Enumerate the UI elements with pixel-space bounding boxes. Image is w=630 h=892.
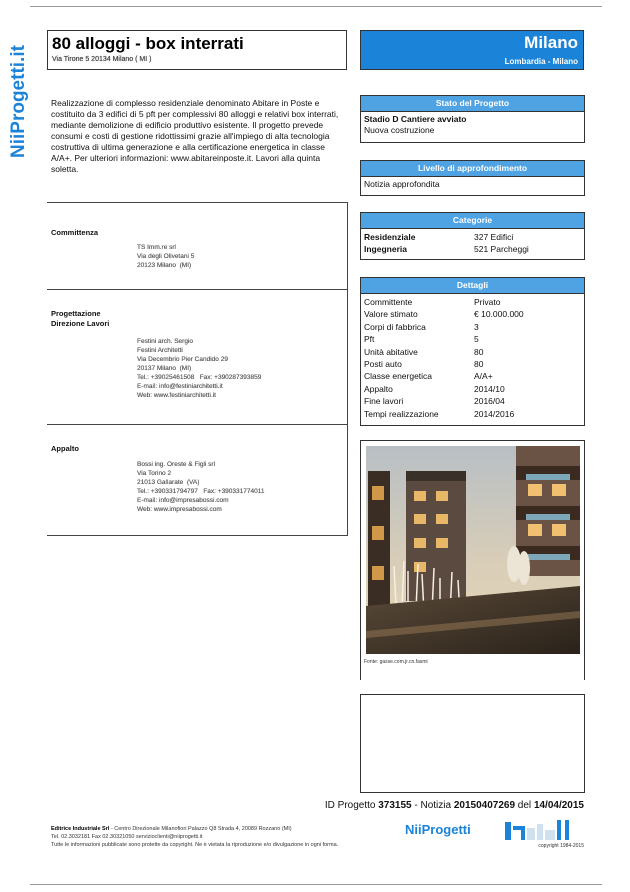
bottom-rule [30,884,602,885]
detail-row [364,296,581,308]
detail-key: Corpi di fabbrica [364,321,426,332]
divider [347,424,348,535]
category-row: Residenziale 327 Edifici [364,232,514,242]
divider [47,202,348,203]
company-appalto: Bossi ing. Oreste & Figli srl Via Torino 2 21013 Gallarate (VA) Tel.: +390331794797 Fax: +390331774011 E-mail: info@impresabossi.com Web: www.impresabossi.com [137,461,265,513]
detail-value: 3 [474,321,479,332]
company-progettazione: Festini arch. Sergio Festini Architetti Via Decembrio Pier Candido 29 20137 Milano (MI) Tel.: +39025461508 Fax: +390287393859 E-mail: info@festiniarchitetti.it Web: www.festiniarchitetti.it [137,338,262,399]
divider [47,289,348,290]
building-rendering-image [366,446,580,654]
detail-key: Classe energetica [364,371,433,382]
detail-row [364,308,581,320]
detail-row [364,346,581,358]
stato-type: Nuova costruzione [364,125,435,135]
detail-row [364,321,581,333]
livello-panel [360,160,585,196]
top-rule [30,6,602,7]
divider [347,289,348,424]
project-description: Realizzazione di complesso residenziale denominato Abitare in Poste e costituito da 3 edifici di 5 pft per complessivi 80 alloggi e relativi box interrati, mediante demolizione di edificio produttivo esistente. Il progetto prevede consumi e costi di gestione ridottissimi grazie all'impiego di alta tecnologia costruttiva di ultima generazione e alla certificazione energetica in classe A/A+. Per ulteriori informazioni: www.abitareinposte.it. Lavori alla quinta soletta. [51,98,339,174]
detail-row [364,408,581,420]
detail-key: Committente [364,297,413,307]
role-progettazione: Progettazione Direzione Lavori [51,309,110,328]
detail-row [364,383,581,395]
detail-key: Pft [364,334,375,345]
project-id: 373155 [378,800,412,811]
dettagli-header: Dettagli [361,278,584,294]
detail-row [364,333,581,345]
notizia-date: 14/04/2015 [533,800,584,811]
dettagli-panel [360,277,585,426]
stato-header: Stato del Progetto [361,96,584,112]
detail-row [364,395,581,407]
detail-row [364,358,581,370]
stato-stage: Stadio D Cantiere avviato [364,114,467,124]
copyright: copyright 1984-2015 [538,843,584,849]
project-title-box [47,30,347,70]
city-name: Milano [524,33,578,52]
detail-key: Valore stimato [364,309,418,320]
stato-panel [360,95,585,143]
detail-value: 2014/10 [474,383,505,394]
detail-key: Unità abitative [364,346,418,357]
detail-value: 80 [474,346,484,357]
detail-value: 2016/04 [474,396,505,407]
project-rendering [360,440,585,680]
detail-key: Posti auto [364,359,402,370]
footer-info: Editrice Industriale Srl - Centro Direzionale Milanofiori Palazzo Q8 Strada 4, 20089 Rozzano (MI) Tel. 02.3032181 Fax 02.30321050 servizioclienti@niiprogetti.it Tutte le informazioni pubblicate sono protette da copyright. Ne è vietata la riproduzione e/o divulgazione in ogni forma. [51,826,339,848]
project-address: Via Tirone 5 20134 Milano ( MI ) [52,56,152,63]
location-box [360,30,584,70]
divider [47,424,348,425]
empty-box [360,695,585,793]
svg-text:NiiProgetti.it: NiiProgetti.it [8,45,29,158]
role-appalto: Appalto [51,444,79,453]
detail-value: 5 [474,334,479,345]
footer-company: Editrice Industriale Srl [51,826,110,832]
categorie-header: Categorie [361,213,584,229]
divider [347,202,348,289]
company-committenza: TS Imm.re srl Via degli Olivetani 5 20123 Milano (MI) [137,244,195,269]
detail-key: Appalto [364,383,393,394]
categorie-panel [360,212,585,260]
project-id-line: ID Progetto 373155 - Notizia 20150407269 del 14/04/2015 [324,800,584,811]
detail-value: Privato [474,297,501,307]
livello-header: Livello di approfondimento [361,161,584,177]
detail-value: 80 [474,359,484,370]
project-title: 80 alloggi - box interrati [52,34,244,53]
niiprogetti-side-logo [2,30,30,160]
detail-row [364,370,581,382]
role-committenza: Committenza [51,228,99,237]
detail-value: A/A+ [474,371,493,382]
detail-key: Fine lavori [364,396,404,407]
image-credit: Fonte: gasse.com.jr.cn.fasmi [364,659,428,665]
region-name: Lombardia - Milano [504,57,578,66]
notizia-id: 20150407269 [453,800,516,811]
livello-value: Notizia approfondita [364,179,440,189]
divider [47,535,348,536]
category-row: Ingegneria 521 Parcheggi [364,244,529,255]
svg-text:NiiProgetti: NiiProgetti [405,822,471,837]
detail-key: Tempi realizzazione [364,408,439,419]
detail-value: 2014/2016 [474,408,515,419]
detail-value: € 10.000.000 [474,309,524,320]
